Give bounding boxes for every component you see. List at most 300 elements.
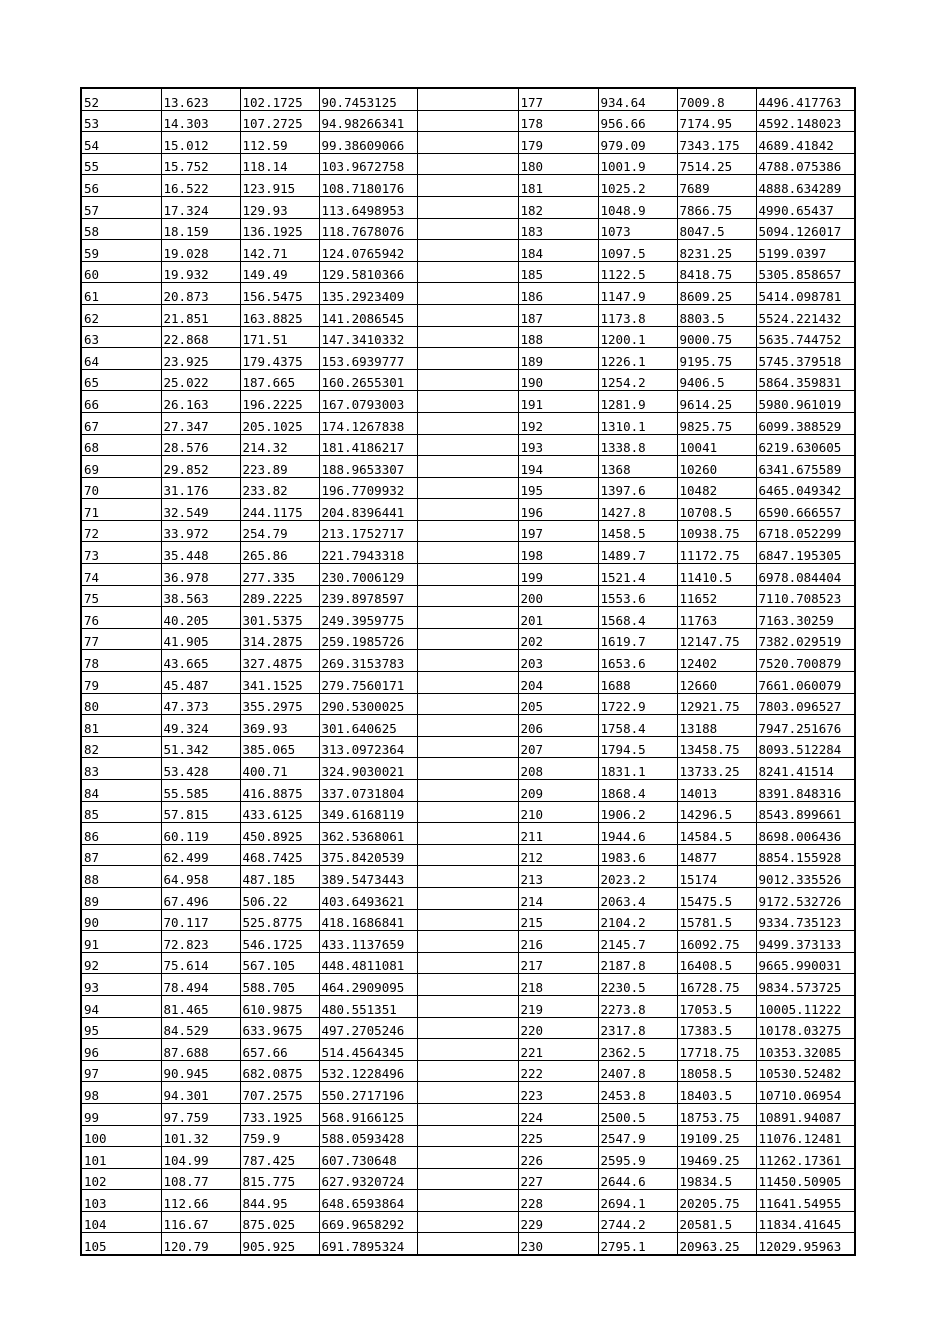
table-cell[interactable]: 418.1686841 xyxy=(319,909,417,931)
table-cell[interactable]: 93 xyxy=(81,974,161,996)
table-cell[interactable] xyxy=(417,650,518,672)
table-cell[interactable]: 87.688 xyxy=(161,1039,240,1061)
table-cell[interactable]: 81 xyxy=(81,715,161,737)
table-cell[interactable] xyxy=(417,801,518,823)
table-cell[interactable]: 607.730648 xyxy=(319,1147,417,1169)
table-cell[interactable]: 6718.052299 xyxy=(756,520,855,542)
table-cell[interactable]: 213 xyxy=(518,866,598,888)
table-cell[interactable]: 5635.744752 xyxy=(756,326,855,348)
table-cell[interactable]: 10530.52482 xyxy=(756,1060,855,1082)
table-cell[interactable]: 1200.1 xyxy=(598,326,677,348)
table-cell[interactable]: 179.4375 xyxy=(240,348,319,370)
table-cell[interactable]: 12402 xyxy=(677,650,756,672)
table-cell[interactable] xyxy=(417,736,518,758)
table-cell[interactable] xyxy=(417,110,518,132)
table-cell[interactable] xyxy=(417,758,518,780)
table-cell[interactable]: 43.665 xyxy=(161,650,240,672)
table-cell[interactable]: 1338.8 xyxy=(598,434,677,456)
table-cell[interactable]: 75.614 xyxy=(161,952,240,974)
table-cell[interactable]: 26.163 xyxy=(161,391,240,413)
table-cell[interactable]: 120.79 xyxy=(161,1233,240,1255)
table-cell[interactable]: 76 xyxy=(81,607,161,629)
table-cell[interactable]: 290.5300025 xyxy=(319,693,417,715)
table-cell[interactable]: 14013 xyxy=(677,780,756,802)
table-cell[interactable]: 313.0972364 xyxy=(319,736,417,758)
table-cell[interactable]: 759.9 xyxy=(240,1125,319,1147)
table-cell[interactable]: 18753.75 xyxy=(677,1103,756,1125)
table-cell[interactable]: 8609.25 xyxy=(677,283,756,305)
table-cell[interactable]: 2644.6 xyxy=(598,1168,677,1190)
table-cell[interactable]: 54 xyxy=(81,132,161,154)
table-cell[interactable]: 112.66 xyxy=(161,1190,240,1212)
table-cell[interactable]: 129.93 xyxy=(240,196,319,218)
table-cell[interactable]: 1397.6 xyxy=(598,477,677,499)
table-cell[interactable]: 11450.50905 xyxy=(756,1168,855,1190)
table-cell[interactable]: 227 xyxy=(518,1168,598,1190)
table-cell[interactable]: 14877 xyxy=(677,844,756,866)
table-cell[interactable]: 5980.961019 xyxy=(756,391,855,413)
table-cell[interactable] xyxy=(417,434,518,456)
table-cell[interactable]: 7174.95 xyxy=(677,110,756,132)
table-cell[interactable]: 7803.096527 xyxy=(756,693,855,715)
table-cell[interactable]: 450.8925 xyxy=(240,823,319,845)
table-cell[interactable]: 1906.2 xyxy=(598,801,677,823)
table-cell[interactable]: 201 xyxy=(518,607,598,629)
table-cell[interactable]: 15.012 xyxy=(161,132,240,154)
table-cell[interactable] xyxy=(417,499,518,521)
table-cell[interactable]: 67.496 xyxy=(161,887,240,909)
table-cell[interactable]: 202 xyxy=(518,628,598,650)
table-cell[interactable]: 55 xyxy=(81,153,161,175)
table-cell[interactable]: 14.303 xyxy=(161,110,240,132)
table-cell[interactable]: 225 xyxy=(518,1125,598,1147)
table-cell[interactable]: 337.0731804 xyxy=(319,780,417,802)
table-cell[interactable]: 11172.75 xyxy=(677,542,756,564)
table-cell[interactable] xyxy=(417,175,518,197)
table-cell[interactable]: 84 xyxy=(81,780,161,802)
table-cell[interactable]: 13733.25 xyxy=(677,758,756,780)
table-cell[interactable]: 8231.25 xyxy=(677,240,756,262)
table-cell[interactable]: 70.117 xyxy=(161,909,240,931)
table-cell[interactable]: 15475.5 xyxy=(677,887,756,909)
table-cell[interactable]: 815.775 xyxy=(240,1168,319,1190)
table-cell[interactable]: 190 xyxy=(518,369,598,391)
table-cell[interactable]: 433.1137659 xyxy=(319,931,417,953)
table-cell[interactable]: 2104.2 xyxy=(598,909,677,931)
table-cell[interactable]: 71 xyxy=(81,499,161,521)
table-cell[interactable]: 12660 xyxy=(677,672,756,694)
table-cell[interactable] xyxy=(417,132,518,154)
table-cell[interactable]: 210 xyxy=(518,801,598,823)
table-cell[interactable]: 8093.512284 xyxy=(756,736,855,758)
table-cell[interactable]: 75 xyxy=(81,585,161,607)
table-cell[interactable]: 633.9675 xyxy=(240,1017,319,1039)
table-cell[interactable]: 1173.8 xyxy=(598,304,677,326)
table-cell[interactable]: 230.7006129 xyxy=(319,564,417,586)
table-cell[interactable]: 218 xyxy=(518,974,598,996)
table-cell[interactable]: 72 xyxy=(81,520,161,542)
table-cell[interactable]: 182 xyxy=(518,196,598,218)
table-cell[interactable] xyxy=(417,974,518,996)
table-cell[interactable] xyxy=(417,607,518,629)
table-cell[interactable]: 8854.155928 xyxy=(756,844,855,866)
table-cell[interactable]: 314.2875 xyxy=(240,628,319,650)
table-cell[interactable]: 95 xyxy=(81,1017,161,1039)
table-cell[interactable]: 375.8420539 xyxy=(319,844,417,866)
table-cell[interactable]: 15.752 xyxy=(161,153,240,175)
table-cell[interactable]: 15781.5 xyxy=(677,909,756,931)
table-cell[interactable]: 669.9658292 xyxy=(319,1211,417,1233)
table-cell[interactable]: 9000.75 xyxy=(677,326,756,348)
table-cell[interactable]: 90.7453125 xyxy=(319,88,417,110)
table-cell[interactable]: 11410.5 xyxy=(677,564,756,586)
table-cell[interactable]: 2230.5 xyxy=(598,974,677,996)
table-cell[interactable]: 5094.126017 xyxy=(756,218,855,240)
table-cell[interactable] xyxy=(417,1082,518,1104)
table-cell[interactable]: 8391.848316 xyxy=(756,780,855,802)
table-cell[interactable] xyxy=(417,866,518,888)
table-cell[interactable]: 203 xyxy=(518,650,598,672)
table-cell[interactable]: 94.301 xyxy=(161,1082,240,1104)
table-cell[interactable]: 2500.5 xyxy=(598,1103,677,1125)
table-cell[interactable]: 5414.098781 xyxy=(756,283,855,305)
table-cell[interactable]: 124.0765942 xyxy=(319,240,417,262)
table-cell[interactable]: 1226.1 xyxy=(598,348,677,370)
table-cell[interactable] xyxy=(417,1125,518,1147)
table-cell[interactable]: 187 xyxy=(518,304,598,326)
table-cell[interactable]: 85 xyxy=(81,801,161,823)
table-cell[interactable]: 7661.060079 xyxy=(756,672,855,694)
table-cell[interactable] xyxy=(417,304,518,326)
table-cell[interactable] xyxy=(417,585,518,607)
table-cell[interactable]: 32.549 xyxy=(161,499,240,521)
table-cell[interactable]: 65 xyxy=(81,369,161,391)
table-cell[interactable]: 324.9030021 xyxy=(319,758,417,780)
table-cell[interactable]: 550.2717196 xyxy=(319,1082,417,1104)
table-cell[interactable]: 60 xyxy=(81,261,161,283)
table-cell[interactable]: 403.6493621 xyxy=(319,887,417,909)
table-cell[interactable]: 468.7425 xyxy=(240,844,319,866)
table-cell[interactable] xyxy=(417,1039,518,1061)
table-cell[interactable]: 51.342 xyxy=(161,736,240,758)
table-cell[interactable]: 60.119 xyxy=(161,823,240,845)
table-cell[interactable]: 1048.9 xyxy=(598,196,677,218)
table-cell[interactable]: 108.77 xyxy=(161,1168,240,1190)
table-cell[interactable]: 11763 xyxy=(677,607,756,629)
table-cell[interactable]: 78 xyxy=(81,650,161,672)
table-cell[interactable] xyxy=(417,887,518,909)
table-cell[interactable] xyxy=(417,1017,518,1039)
table-cell[interactable]: 588.705 xyxy=(240,974,319,996)
table-cell[interactable]: 1254.2 xyxy=(598,369,677,391)
table-cell[interactable]: 7866.75 xyxy=(677,196,756,218)
table-cell[interactable]: 11262.17361 xyxy=(756,1147,855,1169)
table-cell[interactable]: 627.9320724 xyxy=(319,1168,417,1190)
table-cell[interactable]: 1944.6 xyxy=(598,823,677,845)
table-cell[interactable]: 20205.75 xyxy=(677,1190,756,1212)
table-cell[interactable]: 83 xyxy=(81,758,161,780)
table-cell[interactable]: 1568.4 xyxy=(598,607,677,629)
table-cell[interactable]: 226 xyxy=(518,1147,598,1169)
table-cell[interactable]: 221.7943318 xyxy=(319,542,417,564)
table-cell[interactable] xyxy=(417,693,518,715)
table-cell[interactable]: 136.1925 xyxy=(240,218,319,240)
table-cell[interactable]: 100 xyxy=(81,1125,161,1147)
table-cell[interactable]: 9665.990031 xyxy=(756,952,855,974)
table-cell[interactable]: 2453.8 xyxy=(598,1082,677,1104)
table-cell[interactable]: 99.38609066 xyxy=(319,132,417,154)
table-cell[interactable]: 362.5368061 xyxy=(319,823,417,845)
table-cell[interactable]: 6099.388529 xyxy=(756,412,855,434)
table-cell[interactable]: 224 xyxy=(518,1103,598,1125)
table-cell[interactable]: 1073 xyxy=(598,218,677,240)
table-cell[interactable]: 98 xyxy=(81,1082,161,1104)
table-cell[interactable]: 28.576 xyxy=(161,434,240,456)
table-cell[interactable]: 369.93 xyxy=(240,715,319,737)
table-cell[interactable]: 6341.675589 xyxy=(756,456,855,478)
table-cell[interactable]: 17383.5 xyxy=(677,1017,756,1039)
table-cell[interactable]: 189 xyxy=(518,348,598,370)
table-cell[interactable]: 181.4186217 xyxy=(319,434,417,456)
table-cell[interactable]: 107.2725 xyxy=(240,110,319,132)
table-cell[interactable]: 9172.532726 xyxy=(756,887,855,909)
table-cell[interactable]: 84.529 xyxy=(161,1017,240,1039)
table-cell[interactable]: 56 xyxy=(81,175,161,197)
table-cell[interactable]: 244.1175 xyxy=(240,499,319,521)
table-cell[interactable]: 5199.0397 xyxy=(756,240,855,262)
table-cell[interactable]: 1001.9 xyxy=(598,153,677,175)
table-cell[interactable]: 2187.8 xyxy=(598,952,677,974)
table-cell[interactable]: 209 xyxy=(518,780,598,802)
table-cell[interactable]: 160.2655301 xyxy=(319,369,417,391)
table-cell[interactable]: 69 xyxy=(81,456,161,478)
table-cell[interactable]: 64.958 xyxy=(161,866,240,888)
table-cell[interactable]: 691.7895324 xyxy=(319,1233,417,1255)
table-cell[interactable]: 10178.03275 xyxy=(756,1017,855,1039)
table-cell[interactable]: 9499.373133 xyxy=(756,931,855,953)
table-cell[interactable] xyxy=(417,780,518,802)
table-cell[interactable]: 63 xyxy=(81,326,161,348)
table-cell[interactable]: 567.105 xyxy=(240,952,319,974)
table-cell[interactable]: 10708.5 xyxy=(677,499,756,521)
table-cell[interactable]: 196 xyxy=(518,499,598,521)
table-cell[interactable]: 905.925 xyxy=(240,1233,319,1255)
table-cell[interactable]: 79 xyxy=(81,672,161,694)
table-cell[interactable]: 18403.5 xyxy=(677,1082,756,1104)
table-cell[interactable]: 1653.6 xyxy=(598,650,677,672)
table-cell[interactable]: 199 xyxy=(518,564,598,586)
table-cell[interactable]: 196.2225 xyxy=(240,391,319,413)
table-cell[interactable]: 223.89 xyxy=(240,456,319,478)
table-cell[interactable]: 355.2975 xyxy=(240,693,319,715)
table-cell[interactable]: 153.6939777 xyxy=(319,348,417,370)
table-cell[interactable]: 416.8875 xyxy=(240,780,319,802)
table-cell[interactable]: 208 xyxy=(518,758,598,780)
table-cell[interactable] xyxy=(417,153,518,175)
table-cell[interactable]: 53 xyxy=(81,110,161,132)
table-cell[interactable]: 73 xyxy=(81,542,161,564)
table-cell[interactable]: 1553.6 xyxy=(598,585,677,607)
table-cell[interactable] xyxy=(417,326,518,348)
table-cell[interactable]: 17.324 xyxy=(161,196,240,218)
table-cell[interactable] xyxy=(417,909,518,931)
table-cell[interactable]: 178 xyxy=(518,110,598,132)
table-cell[interactable]: 29.852 xyxy=(161,456,240,478)
table-cell[interactable]: 277.335 xyxy=(240,564,319,586)
table-cell[interactable] xyxy=(417,391,518,413)
table-cell[interactable]: 207 xyxy=(518,736,598,758)
table-cell[interactable] xyxy=(417,715,518,737)
table-cell[interactable]: 4592.148023 xyxy=(756,110,855,132)
table-cell[interactable]: 9012.335526 xyxy=(756,866,855,888)
table-cell[interactable]: 103 xyxy=(81,1190,161,1212)
table-cell[interactable] xyxy=(417,1211,518,1233)
table-cell[interactable]: 13458.75 xyxy=(677,736,756,758)
table-cell[interactable] xyxy=(417,88,518,110)
table-cell[interactable]: 90.945 xyxy=(161,1060,240,1082)
table-cell[interactable]: 1794.5 xyxy=(598,736,677,758)
table-cell[interactable]: 448.4811081 xyxy=(319,952,417,974)
table-cell[interactable] xyxy=(417,240,518,262)
table-cell[interactable]: 62.499 xyxy=(161,844,240,866)
table-cell[interactable]: 514.4564345 xyxy=(319,1039,417,1061)
table-cell[interactable]: 222 xyxy=(518,1060,598,1082)
table-cell[interactable]: 1722.9 xyxy=(598,693,677,715)
table-cell[interactable]: 956.66 xyxy=(598,110,677,132)
table-cell[interactable]: 204 xyxy=(518,672,598,694)
table-cell[interactable]: 13.623 xyxy=(161,88,240,110)
table-cell[interactable]: 62 xyxy=(81,304,161,326)
table-cell[interactable]: 2023.2 xyxy=(598,866,677,888)
table-cell[interactable]: 80 xyxy=(81,693,161,715)
table-cell[interactable]: 47.373 xyxy=(161,693,240,715)
table-cell[interactable]: 787.425 xyxy=(240,1147,319,1169)
table-cell[interactable]: 9834.573725 xyxy=(756,974,855,996)
table-cell[interactable]: 77 xyxy=(81,628,161,650)
table-cell[interactable]: 105 xyxy=(81,1233,161,1255)
table-cell[interactable]: 102 xyxy=(81,1168,161,1190)
table-cell[interactable] xyxy=(417,1168,518,1190)
table-cell[interactable]: 141.2086545 xyxy=(319,304,417,326)
table-cell[interactable]: 10260 xyxy=(677,456,756,478)
table-cell[interactable]: 233.82 xyxy=(240,477,319,499)
table-cell[interactable]: 16.522 xyxy=(161,175,240,197)
table-cell[interactable]: 68 xyxy=(81,434,161,456)
table-cell[interactable]: 31.176 xyxy=(161,477,240,499)
table-cell[interactable] xyxy=(417,844,518,866)
table-cell[interactable] xyxy=(417,564,518,586)
table-cell[interactable]: 7343.175 xyxy=(677,132,756,154)
table-cell[interactable]: 1868.4 xyxy=(598,780,677,802)
table-cell[interactable] xyxy=(417,1103,518,1125)
table-cell[interactable]: 19.932 xyxy=(161,261,240,283)
table-cell[interactable]: 21.851 xyxy=(161,304,240,326)
table-cell[interactable]: 66 xyxy=(81,391,161,413)
table-cell[interactable]: 16408.5 xyxy=(677,952,756,974)
table-cell[interactable]: 217 xyxy=(518,952,598,974)
table-cell[interactable]: 193 xyxy=(518,434,598,456)
table-cell[interactable]: 116.67 xyxy=(161,1211,240,1233)
table-cell[interactable]: 648.6593864 xyxy=(319,1190,417,1212)
table-cell[interactable] xyxy=(417,261,518,283)
table-cell[interactable]: 18.159 xyxy=(161,218,240,240)
table-cell[interactable]: 657.66 xyxy=(240,1039,319,1061)
table-cell[interactable]: 2063.4 xyxy=(598,887,677,909)
table-cell[interactable]: 27.347 xyxy=(161,412,240,434)
table-cell[interactable]: 301.5375 xyxy=(240,607,319,629)
table-cell[interactable]: 33.972 xyxy=(161,520,240,542)
table-cell[interactable]: 9406.5 xyxy=(677,369,756,391)
table-cell[interactable]: 400.71 xyxy=(240,758,319,780)
table-cell[interactable]: 25.022 xyxy=(161,369,240,391)
table-cell[interactable]: 184 xyxy=(518,240,598,262)
table-cell[interactable]: 2273.8 xyxy=(598,995,677,1017)
table-cell[interactable]: 57.815 xyxy=(161,801,240,823)
table-cell[interactable]: 6847.195305 xyxy=(756,542,855,564)
table-cell[interactable]: 149.49 xyxy=(240,261,319,283)
table-cell[interactable]: 167.0793003 xyxy=(319,391,417,413)
table-cell[interactable] xyxy=(417,1060,518,1082)
table-cell[interactable]: 433.6125 xyxy=(240,801,319,823)
table-cell[interactable]: 19469.25 xyxy=(677,1147,756,1169)
table-cell[interactable]: 2795.1 xyxy=(598,1233,677,1255)
table-cell[interactable]: 14296.5 xyxy=(677,801,756,823)
table-cell[interactable]: 36.978 xyxy=(161,564,240,586)
table-cell[interactable]: 8803.5 xyxy=(677,304,756,326)
table-cell[interactable]: 197 xyxy=(518,520,598,542)
table-cell[interactable]: 10482 xyxy=(677,477,756,499)
table-cell[interactable]: 480.551351 xyxy=(319,995,417,1017)
table-cell[interactable]: 588.0593428 xyxy=(319,1125,417,1147)
table-cell[interactable]: 464.2909095 xyxy=(319,974,417,996)
table-cell[interactable]: 19109.25 xyxy=(677,1125,756,1147)
table-cell[interactable]: 12029.95963 xyxy=(756,1233,855,1255)
table-cell[interactable]: 16728.75 xyxy=(677,974,756,996)
table-cell[interactable]: 279.7560171 xyxy=(319,672,417,694)
table-cell[interactable]: 14584.5 xyxy=(677,823,756,845)
table-cell[interactable]: 228 xyxy=(518,1190,598,1212)
table-cell[interactable]: 239.8978597 xyxy=(319,585,417,607)
table-cell[interactable]: 41.905 xyxy=(161,628,240,650)
table-cell[interactable]: 6465.049342 xyxy=(756,477,855,499)
table-cell[interactable]: 214 xyxy=(518,887,598,909)
table-cell[interactable]: 49.324 xyxy=(161,715,240,737)
table-cell[interactable]: 213.1752717 xyxy=(319,520,417,542)
table-cell[interactable]: 112.59 xyxy=(240,132,319,154)
table-cell[interactable]: 97.759 xyxy=(161,1103,240,1125)
table-cell[interactable]: 8047.5 xyxy=(677,218,756,240)
table-cell[interactable]: 183 xyxy=(518,218,598,240)
table-cell[interactable]: 7947.251676 xyxy=(756,715,855,737)
table-cell[interactable]: 8698.006436 xyxy=(756,823,855,845)
table-cell[interactable]: 58 xyxy=(81,218,161,240)
table-cell[interactable]: 108.7180176 xyxy=(319,175,417,197)
table-cell[interactable]: 11834.41645 xyxy=(756,1211,855,1233)
table-cell[interactable]: 221 xyxy=(518,1039,598,1061)
table-cell[interactable]: 64 xyxy=(81,348,161,370)
table-cell[interactable]: 204.8396441 xyxy=(319,499,417,521)
table-cell[interactable]: 1368 xyxy=(598,456,677,478)
table-cell[interactable]: 8543.899661 xyxy=(756,801,855,823)
table-cell[interactable]: 135.2923409 xyxy=(319,283,417,305)
table-cell[interactable]: 5745.379518 xyxy=(756,348,855,370)
table-cell[interactable] xyxy=(417,283,518,305)
table-cell[interactable]: 6978.084404 xyxy=(756,564,855,586)
table-cell[interactable]: 177 xyxy=(518,88,598,110)
table-cell[interactable]: 90 xyxy=(81,909,161,931)
table-cell[interactable]: 1427.8 xyxy=(598,499,677,521)
table-cell[interactable]: 147.3410332 xyxy=(319,326,417,348)
